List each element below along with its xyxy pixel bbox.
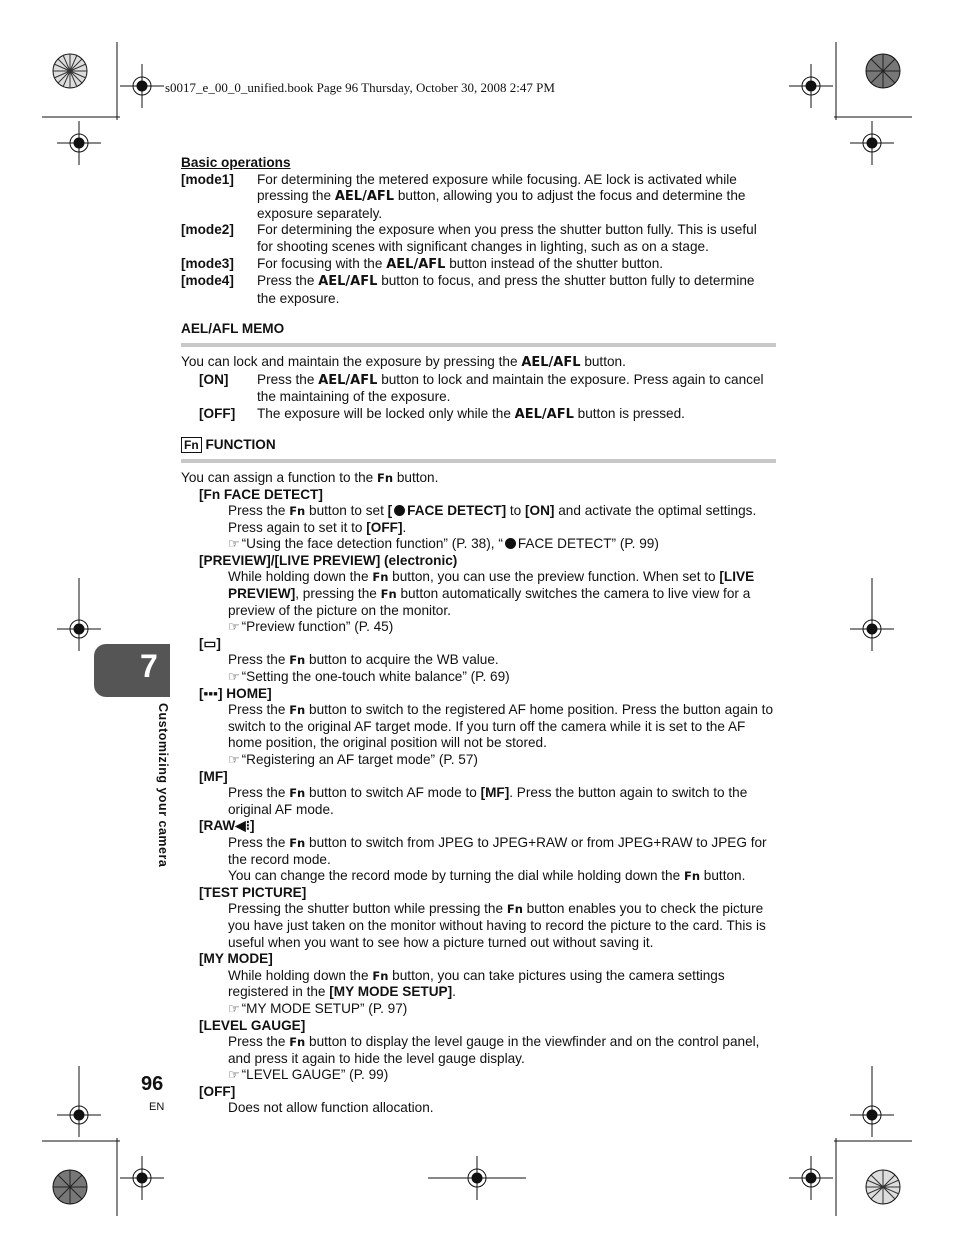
- preview-label: [PREVIEW]/[LIVE PREVIEW] (electronic): [199, 552, 458, 568]
- fn-face-detect-text: Press the Fn button to set [ FACE DETECT] to [ON] and activate the optimal settings. Press again to set it to [OFF].: [228, 503, 757, 535]
- level-gauge-ref: ☞ “LEVEL GAUGE” (P. 99): [228, 1067, 389, 1083]
- page-language: EN: [149, 1101, 165, 1113]
- print-header: s0017_e_00_0_unified.book Page 96 Thursday, October 30, 2008 2:47 PM: [165, 80, 555, 95]
- fn-button-symbol: Fn: [289, 835, 306, 850]
- wb-ref: ☞ “Setting the one-touch white balance” (P. 69): [228, 669, 510, 685]
- page-content: [181, 155, 776, 1117]
- my-mode-ref: ☞ “MY MODE SETUP” (P. 97): [228, 1000, 408, 1016]
- raw-label: [RAW◀⁝]: [199, 818, 255, 834]
- one-touch-wb-icon: ▭: [203, 635, 217, 651]
- ael-afl-memo-title: AEL/AFL MEMO: [181, 321, 285, 337]
- preview-text: While holding down the Fn button, you can use the preview function. When set to [LIVE PREVIEW], pressing the Fn button automatically switches the camera to live view for a preview of the picture on the monitor.: [228, 569, 755, 618]
- mf-text: Press the Fn button to switch AF mode to [MF]. Press the button again to switch to the original AF mode.: [228, 785, 748, 817]
- memo-on-label: [ON]: [199, 371, 229, 387]
- memo-intro: You can lock and maintain the exposure by pressing the AEL/AFL button.: [181, 353, 626, 370]
- ael-afl-button-symbol: AEL/AFL: [386, 256, 446, 272]
- fn-button-symbol: Fn: [289, 1035, 306, 1050]
- level-gauge-label: [LEVEL GAUGE]: [199, 1017, 306, 1033]
- memo-off-label: [OFF]: [199, 405, 236, 421]
- wb-text: Press the Fn button to acquire the WB value.: [228, 652, 499, 668]
- fn-button-symbol: Fn: [289, 703, 306, 718]
- raw-text-2: You can change the record mode by turning the dial while holding down the Fn button.: [228, 868, 746, 884]
- fn-intro: You can assign a function to the Fn button.: [181, 469, 439, 485]
- mode2-label: [mode2]: [181, 222, 234, 238]
- mode3-row: [mode3] For focusing with the AEL/AFL button instead of the shutter button.: [181, 255, 664, 272]
- face-detect-icon: [505, 538, 516, 549]
- ael-afl-button-symbol: AEL/AFL: [318, 274, 378, 290]
- level-gauge-text: Press the Fn button to display the level gauge in the viewfinder and on the control panel, and press it again to hide the level gauge display.: [228, 1034, 760, 1066]
- raw-quality-icon: ◀⁝: [235, 818, 251, 834]
- mode4-row: [mode4] Press the AEL/AFL button to focus, and press the shutter button fully to determine the exposure.: [181, 273, 755, 306]
- mode1-label: [mode1]: [181, 171, 234, 187]
- chapter-number: 7: [140, 648, 158, 684]
- chapter-tab: [94, 644, 170, 697]
- mode2-row: [mode2] For determining the exposure when you press the shutter button fully. This is useful for shooting scenes with significant changes in lighting, such as on a stage.: [181, 222, 757, 254]
- fn-button-symbol: Fn: [683, 869, 701, 884]
- mode1-row: [mode1] For determining the metered exposure while focusing. AE lock is activated while pressing the AEL/AFL button, allowing you to adjust the focus and determine the exposure separately.: [181, 171, 746, 221]
- memo-on-row: [ON] Press the AEL/AFL button to lock and maintain the exposure. Press again to cancel the maintaining of the exposure.: [181, 372, 776, 406]
- ael-afl-button-symbol: AEL/AFL: [521, 354, 581, 370]
- fn-button-symbol: Fn: [289, 504, 306, 519]
- mode4-label: [mode4]: [181, 273, 234, 289]
- starburst-top-left: [53, 54, 87, 88]
- ael-afl-button-symbol: AEL/AFL: [318, 372, 378, 388]
- fn-button-symbol: Fn: [380, 587, 397, 602]
- fn-function-title: Fn FUNCTION: [181, 437, 776, 454]
- reference-icon: ☞: [228, 669, 240, 685]
- af-home-label: [▪▪▪] HOME]: [199, 685, 272, 701]
- fn-face-detect-ref: ☞ “Using the face detection function” (P. 38), “ FACE DETECT” (P. 99): [228, 536, 659, 552]
- reference-icon: ☞: [228, 752, 240, 767]
- my-mode-label: [MY MODE]: [199, 951, 273, 967]
- reference-icon: ☞: [228, 619, 240, 635]
- af-home-text: Press the Fn button to switch to the registered AF home position. Press the button again to switch to the original AF target mode. If you turn off the camera while it is set to the AF home position, the original position will not be stored.: [228, 702, 774, 751]
- fn-button-symbol: Fn: [377, 470, 394, 485]
- basic-operations-title: Basic operations: [181, 155, 291, 170]
- face-detect-icon: [394, 505, 405, 516]
- section-divider: [181, 343, 776, 347]
- mf-label: [MF]: [199, 768, 228, 784]
- fn-button-symbol: Fn: [372, 968, 389, 983]
- raw-text: Press the Fn button to switch from JPEG to JPEG+RAW or from JPEG+RAW to JPEG for the record mode.: [228, 834, 767, 867]
- page-number: 96: [141, 1073, 164, 1095]
- af-home-ref: ☞ “Registering an AF target mode” (P. 57): [228, 752, 478, 767]
- af-target-icon: ▪▪▪: [203, 685, 218, 701]
- reference-icon: ☞: [228, 1000, 240, 1016]
- fn-button-symbol: Fn: [506, 902, 523, 917]
- my-mode-text: While holding down the Fn button, you can take pictures using the camera settings registered in the [MY MODE SETUP].: [228, 967, 725, 1000]
- test-picture-label: [TEST PICTURE]: [199, 884, 307, 900]
- reference-icon: ☞: [228, 1067, 240, 1083]
- chapter-label: Customizing your camera: [156, 703, 170, 868]
- section-divider: [181, 459, 776, 463]
- memo-off-row: [OFF] The exposure will be locked only while the AEL/AFL button is pressed.: [181, 406, 776, 424]
- fn-off-label: [OFF]: [199, 1083, 236, 1099]
- fn-button-symbol: Fn: [289, 786, 306, 801]
- reference-icon: ☞: [228, 536, 240, 552]
- ael-afl-button-symbol: AEL/AFL: [514, 406, 574, 422]
- fn-box-icon: Fn: [181, 437, 202, 453]
- fn-off-text: Does not allow function allocation.: [228, 1100, 434, 1116]
- preview-ref: ☞ “Preview function” (P. 45): [228, 619, 394, 635]
- fn-button-symbol: Fn: [289, 653, 306, 668]
- wb-label: [▭]: [199, 635, 221, 651]
- test-picture-text: Pressing the shutter button while pressing the Fn button enables you to check the picture you have just taken on the monitor without having to record the picture to the card. This is useful when you want to see how a picture turned out without saving it.: [228, 901, 766, 950]
- ael-afl-button-symbol: AEL/AFL: [334, 189, 395, 205]
- fn-button-symbol: Fn: [372, 570, 389, 585]
- fn-face-detect-label: [Fn FACE DETECT]: [199, 486, 323, 502]
- mode3-label: [mode3]: [181, 255, 234, 271]
